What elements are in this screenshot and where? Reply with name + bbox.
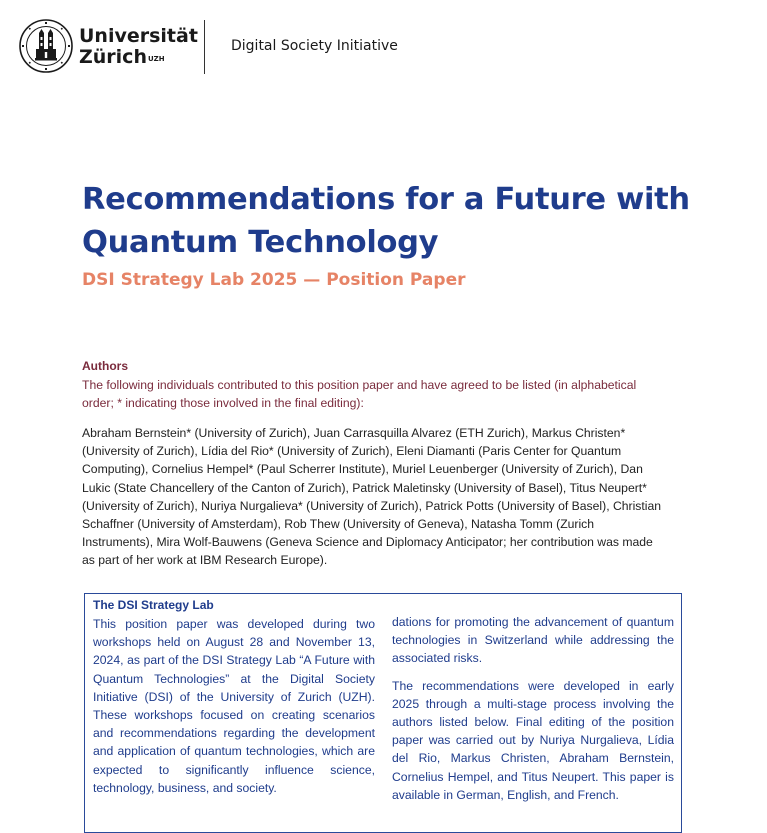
strategy-lab-paragraph-continued: dations for promoting the advancement of quantum technologies in Switzerland while addressing the associated risks. bbox=[392, 615, 674, 666]
strategy-lab-paragraph-process: The recommendations were developed in early 2025 through a multi-stage process involving the authors listed below. Final editing of the position paper was carried out by Nuriya Nurgalieva, Lídia del Rio, Markus Christen, Abraham Bernstein, Cornelius Hempel, and Titus Neupert. This paper is available in German, English, and French. bbox=[392, 678, 674, 802]
university-name-line1: Universität bbox=[79, 25, 198, 47]
strategy-lab-left-column bbox=[93, 615, 375, 797]
institute-name: Digital Society Initiative bbox=[231, 38, 398, 54]
university-name bbox=[79, 26, 198, 68]
university-seal-logo bbox=[19, 19, 73, 73]
strategy-lab-box bbox=[84, 593, 682, 833]
authors-heading: Authors bbox=[82, 359, 128, 373]
authors-intro: The following individuals contributed to this position paper and have agreed to be listed (in alphabetical order; * indicating those involved in the final editing): bbox=[82, 378, 637, 410]
university-name-line2 bbox=[79, 47, 198, 68]
header-divider bbox=[204, 20, 205, 74]
page-header bbox=[0, 0, 767, 90]
strategy-lab-heading: The DSI Strategy Lab bbox=[93, 598, 214, 612]
strategy-lab-paragraph: This position paper was developed during two workshops held on August 28 and November 13, 2024, as part of the DSI Strategy Lab “A Future with Quantum Technologies” at the Digital Society Initiative (DSI) of the University of Zurich (UZH). These workshops focused on creating scenarios and recommendations regarding the development and application of quantum technologies, which are expected to significantly influence science, technology, business, and society. bbox=[93, 617, 375, 795]
document-subtitle: DSI Strategy Lab 2025 — Position Paper bbox=[82, 270, 466, 290]
document-title: Recommendations for a Future with Quantum Technology bbox=[82, 182, 690, 260]
strategy-lab-right-column bbox=[392, 613, 674, 813]
university-name-zurich: Zürich bbox=[79, 46, 147, 68]
university-abbrev: UZH bbox=[147, 55, 165, 63]
authors-list: Abraham Bernstein* (University of Zurich), Juan Carrasquilla Alvarez (ETH Zurich), Markus Christen* (University of Zurich), Lídia del Rio* (University of Zurich), Eleni Diamanti (Paris Center for Quantum Computing), Cornelius Hempel* (Paul Scherrer Institute), Muriel Leuenberger (University of Zurich), Dan Lukic (State Chancellery of the Canton of Zurich), Patrick Maletinsky (University of Basel), Titus Neupert* (University of Zurich), Nuriya Nurgalieva* (University of Zurich), Patrick Potts (University of Basel), Christian Schaffner (University of Amsterdam), Rob Thew (University of Geneva), Natasha Tomm (Zurich Instruments), Mira Wolf-Bauwens (Geneva Science and Diplomacy Anticipator; her contribution was made as part of her work at IBM Research Europe). bbox=[82, 426, 662, 568]
